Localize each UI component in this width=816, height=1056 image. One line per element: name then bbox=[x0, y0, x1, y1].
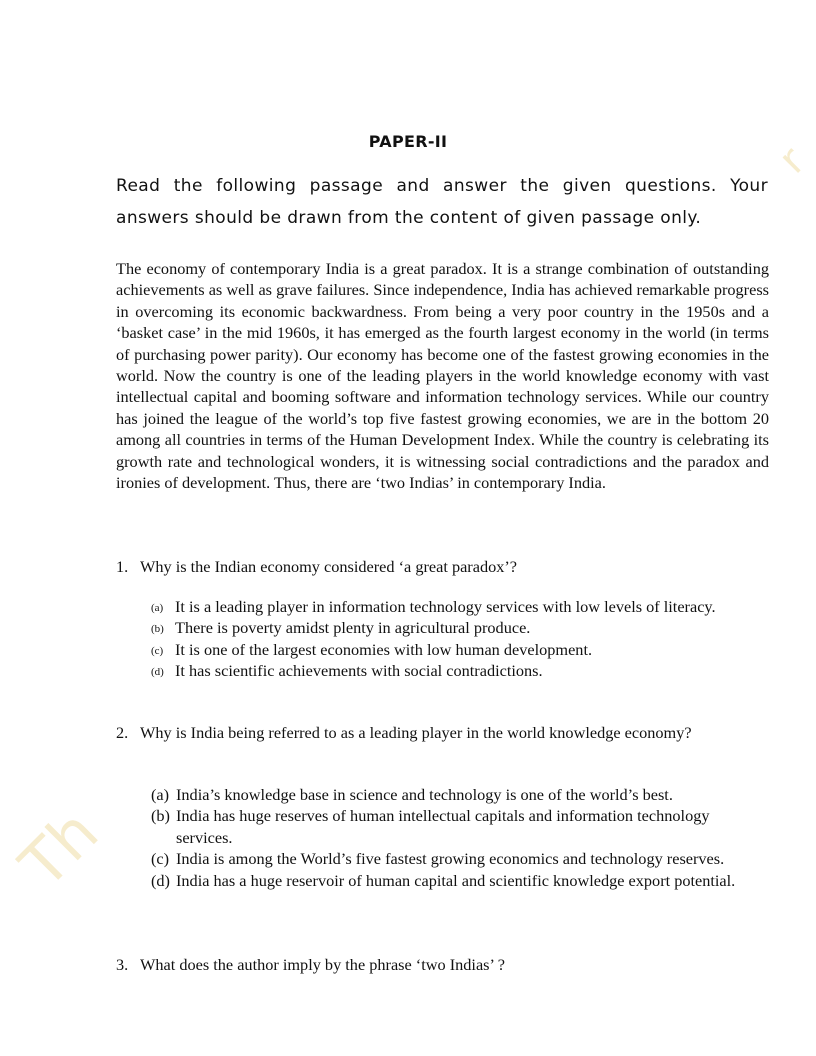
option-d bbox=[151, 870, 761, 891]
options-question-2 bbox=[151, 784, 761, 891]
watermark-left: Th bbox=[6, 795, 113, 902]
option-text: India’s knowledge base in science and technology is one of the world’s best. bbox=[176, 785, 673, 804]
option-text: It is a leading player in information technology services with low levels of literacy. bbox=[175, 597, 716, 616]
question-1 bbox=[116, 556, 769, 577]
option-a bbox=[151, 784, 761, 805]
option-letter: (a) bbox=[151, 785, 170, 804]
option-a bbox=[151, 596, 761, 617]
option-b bbox=[151, 805, 761, 848]
option-letter: (a) bbox=[151, 602, 164, 614]
option-letter: (d) bbox=[151, 666, 164, 679]
option-c bbox=[151, 639, 761, 660]
option-d bbox=[151, 660, 761, 681]
option-letter: (c) bbox=[151, 644, 164, 657]
question-number: 3. bbox=[116, 955, 129, 974]
option-letter: (d) bbox=[151, 870, 170, 890]
question-text: Why is India being referred to as a leading player in the world knowledge economy? bbox=[140, 723, 692, 742]
option-letter: (b) bbox=[151, 623, 164, 636]
question-number: 1. bbox=[116, 557, 129, 576]
question-text: What does the author imply by the phrase ‘two Indias’ ? bbox=[140, 955, 506, 974]
instructions: Read the following passage and answer the given questions. Your answers should be drawn from the content of given passage only. bbox=[116, 176, 768, 228]
page-title: PAPER-II bbox=[368, 132, 448, 151]
options-question-1 bbox=[151, 596, 761, 682]
option-text: It has scientific achievements with social contradictions. bbox=[175, 661, 543, 681]
option-c bbox=[151, 848, 761, 869]
option-text: India is among the World’s five fastest growing economics and technology reserves. bbox=[176, 849, 725, 869]
question-3 bbox=[116, 954, 769, 975]
question-text: Why is the Indian economy considered ‘a great paradox’? bbox=[140, 557, 518, 576]
question-number: 2. bbox=[116, 723, 129, 742]
watermark-right: r bbox=[770, 138, 815, 183]
option-text: India has a huge reservoir of human capital and scientific knowledge export potential. bbox=[176, 870, 736, 890]
option-text: It is one of the largest economies with low human development. bbox=[175, 639, 593, 659]
option-letter: (c) bbox=[151, 849, 170, 869]
question-2 bbox=[116, 722, 769, 743]
option-text: India has huge reserves of human intellectual capitals and information technology services. bbox=[176, 806, 710, 847]
option-b bbox=[151, 617, 761, 638]
passage: The economy of contemporary India is a great paradox. It is a strange combination of outstanding achievements as well as grave failures. Since independence, India has achieved remarkable progress in overcoming its economic backwardness. From being a very poor country in the 1950s and a ‘basket case’ in the mid 1960s, it has emerged as the fourth largest economy in the world (in terms of purchasing power parity). Our economy has become one of the fastest growing economies in the world. Now the country is one of the leading players in the world knowledge economy with vast intellectual capital and booming software and information technology services. While our country has joined the league of the world’s top five fastest growing economies, we are in the bottom 20 among all countries in terms of the Human Development Index. While the country is celebrating its growth rate and technological wonders, it is witnessing social contradictions and the paradox and ironies of development. Thus, there are ‘two Indias’ in contemporary India. bbox=[116, 259, 769, 493]
option-letter: (b) bbox=[151, 806, 170, 826]
option-text: There is poverty amidst plenty in agricultural produce. bbox=[175, 618, 531, 638]
